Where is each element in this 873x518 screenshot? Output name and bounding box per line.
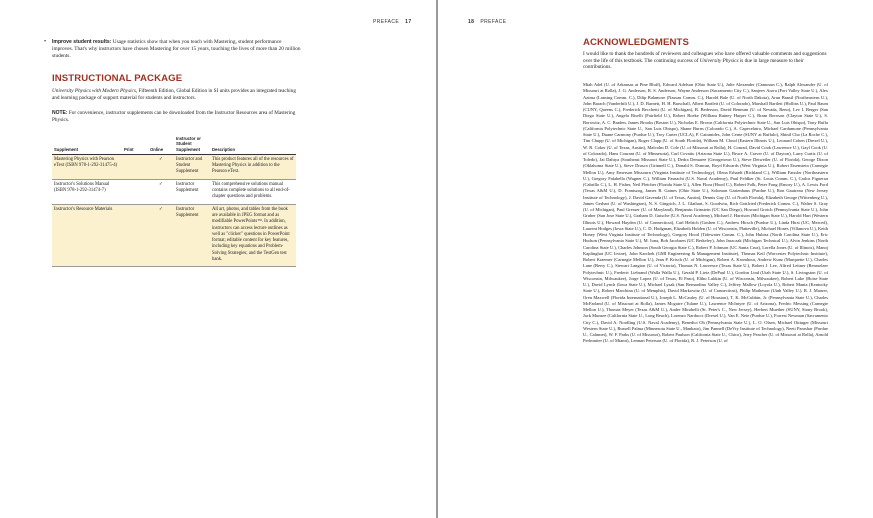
table-row: Mastering Physics with Pearson eText (ISBN 978-1-292-31475-4) ✓ Instructor and Student Supplement This product features all of the resources of Mastering Physics in addition to the Pearson eText. [52,154,296,179]
table-row: Instructor's Resource Materials ✓ Instructor Supplement All art, photos, and tables from the book are available in JPEG format and as modifiable PowerPoints™. In addition, instructors can access lecture outlines as well as "clicker" questions in PowerPoint format; editable content for key features, including key equations and Problem-Solving Strategies; and the TestGen test bank. [52,204,296,267]
acknowledgments-heading: ACKNOWLEDGMENTS [583,37,689,48]
note-label: NOTE: [52,110,68,116]
bullet-marker: • [44,39,47,45]
col-print: Print [122,135,148,154]
online-check: ✓ [148,204,174,267]
col-type: Instructor or Student Supplement [174,135,210,154]
left-page [0,0,436,518]
book-title: University Physics [699,57,739,64]
table-header-row [52,135,296,154]
left-running-head: PREFACE 17 [373,19,412,25]
package-intro: University Physics with Modern Physics, Fifteenth Edition, Global Edition in SI units provides an integrated teaching and learning package of support material for students and instructors. [52,88,296,101]
bullet-item [44,39,302,60]
instructional-package-heading: INSTRUCTIONAL PACKAGE [52,73,183,84]
left-page-number: 17 [405,19,412,25]
reviewer-list: Miah Adel (U. of Arkansas at Pine Bluff), Edward Adelson (Ohio State U.), Julie Alexander (Camosun C.), Ralph Alexander (U. of Missouri at Rolla), J. G. Anderson, R. S. Anderson, Wayne Anderson (Sacramento City C.), Sanjeev Arora (Fort Valley State U.), Alex Azima (Lansing Comm. C.), Dilip Balamore (Nassau Comm. C.), Harold Bale (U. of North Dakota), Arun Bansil (Northeastern U.), John Barach (Vanderbilt U.), J. D. Barnett, H. H. Barschall, Albert Bartlett (U. of Colorado), Marshall Bartlett (Hollins U.), Paul Baum (CUNY, Queens C.), Frederick Becchetti (U. of Michigan), B. Bederson, David Bennum (U. of Nevada, Reno), Lev I. Berger (San Diego State U.), Angela Biselli (Fairfield U.), Robert Boeke (William Rainey Harper C.), Bram Boroson (Clayton State U.), S. Borowitz, A. C. Braden, James Brooks (Boston U.), Nicholas E. Brown (California Polytechnic State U., San Luis Obispo), Tony Buffa (California Polytechnic State U., San Luis Obispo), Shane Burns (Colorado C.), A. Capecelatro, Michael Cardamone (Pennsylvania State U.), Duane Carmony (Purdue U.), Troy Carter (UCLA), P. Catranides, John Cerne (SUNY at Buffalo), Shinil Cho (La Roche C.), Tim Chupp (U. of Michigan), Roger Clapp (U. of South Florida), William M. Cloud (Eastern Illinois U.), Leonard Cohen (Drexel U.), W. R. Coker (U. of Texas, Austin), Malcolm D. Cole (U. of Missouri at Rolla), H. Conrad, David Cook (Lawrence U.), Gayl Cook (U. of Colorado), Hans Courant (U. of Minnesota), Carl Covatto (Arizona State U.), Bruce A. Craver (U. of Dayton), Larry Curtis (U. of Toledo), Jai Dahiya (Southeast Missouri State U.), Dedra Demaree (Georgetown U.), Steve Detweiler (U. of Florida), George Dixon (Oklahoma State U.), Steve Drasco (Grinnell C.), Donald S. Duncan, Boyd Edwards (West Virginia U.), Robert Eisenstein (Carnegie Mellon U.), Amy Emerson Missourn (Virginia Institute of Technology), Olena Erhardt (Richland C.), William Faissler (Northeastern U.), Gregory Falabella (Wagner C.), William Fasnacht (U.S. Naval Academy), Paul Feldker (St. Louis Comm. C.), Carlos Figueroa (Cabrillo C.), L. H. Fisher, Neil Fletcher (Florida State U.), Allen Flora (Hood C.), Robert Folk, Peter Fong (Emory U.), A. Lewis Ford (Texas A&M U.), D. Frantszog, James R. Gaines (Ohio State U.), Solomon Gartenhaus (Purdue U.), Ron Gautreau (New Jersey Institute of Technology), J. David Gavenda (U. of Texas, Austin), Dennis Gay (U. of North Florida), Elizabeth George (Wittenberg U.), James Gerhart (U. of Washington), N. S. Gingrich, J. L. Glathart, S. Goodwin, Rich Gottfried (Frederick Comm. C.), Walter S. Gray (U. of Michigan), Paul Gresser (U. of Maryland), Benjamin Grinstein (UC San Diego), Howard Grotch (Pennsylvania State U.), John Gruber (San Jose State U.), Graham D. Gutsche (U.S. Naval Academy), Michael J. Harrison (Michigan State U.), Harold Hart (Western Illinois U.), Howard Hayden (U. of Connecticut), Carl Helrich (Goshen C.), Andrew Hirsch (Purdue U.), Linda Hirst (UC, Merced), Laurent Hodges (Iowa State U.), C. D. Hodgman, Elizabeth Holden (U. of Wisconsin, Platteville), Michael Hones (Villanova U.), Keith Honey (West Virginia Institute of Technology), Gregory Hood (Tidewater Comm. C.), John Hubisz (North Carolina State U.), Eric Hudson (Pennsylvania State U.), M. Iona, Bob Jacobsen (UC Berkeley), John Jaszczak (Michigan Technical U.), Alvin Jenkins (North Carolina State U.), Charles Johnson (South Georgia State C.), Robert P. Johnson (UC Santa Cruz), Lorella Jones (U. of Illinois), Manoj Kaplinghat (UC Irvine), John Karchek (GMI Engineering & Management Institute), Thomas Keil (Worcester Polytechnic Institute), Robert Kraemer (Carnegie Mellon U.), Jean P. Krisch (U. of Michigan), Robert A. Kromhout, Andrew Kunz (Marquette U.), Charles Lane (Berry C.), Stewart Langton (U. of Victoria), Thomas N. Lawrence (Texas State U.), Robert J. Lee, Alfred Leitner (Rensselaer Polytechnic U.), Frederic Liebrand (Walla Walla U.), Gerald P. Lietz (DePaul U.), Gordon Lind (Utah State U.), S. Livingston (U. of Wisconsin, Milwaukee), Jorge Lopez (U. of Texas, El Paso), Elihu Lubkin (U. of Wisconsin, Milwaukee), Robert Luke (Boise State U.), David Lynch (Iowa State U.), Michael Lysak (San Bernardino Valley C.), Jeffrey Mallow (Loyola U.), Robert Mania (Kentucky State U.), Robert Marchina (U. of Memphis), David Markowitz (U. of Connecticut), Philip Matheson (Utah Valley U.), R. J. Maurer, Oren Maxwell (Florida International U.), Joseph L. McCauley (U. of Houston), T. K. McCubbin, Jr. (Pennsylvania State U.), Charles McFarland (U. of Missouri at Rolla), James Mcguire (Tulane U.), Lawrence McIntyre (U. of Arizona), Fredric Messing (Carnegie Mellon U.), Thomas Meyer (Texas A&M U.), Andre Mirabelli (St. Peter's C., New Jersey), Herbert Muether (SUNY, Stony Brook), Jack Munsee (California State U., Long Beach), Lorenzo Narducci (Drexel U.), Van E. Neie (Purdue U.), Forrest Newman (Sacramento City C.), David A. Nordling (U.S. Naval Academy), Benedict Oh (Pennsylvania State U.), L. O. Olsen, Michael Ottinger (Missouri Western State U.), Russell Palma (Minnesota State U., Mankato), Jim Pannell (DeVry Institute of Technology), Neeti Parashar (Purdue U., Calumet), W. F. Parks (U. of Missouri), Robert Paulson (California State U., Chico), Jerry Peacher (U. of Missouri at Rolla), Arnold Perlmutter (U. of Miami), Lennart Peterson (U. of Florida), R. J. Peterson (U. of [583,82,828,344]
supplements-table [52,135,296,267]
bullet-text: Usage statistics show that when you teach with Mastering, student performance improves. That's why instructors have chosen Mastering for over 15 years, touching the lives of more than 20 million students. [52,39,301,59]
col-supplement: Supplement [52,135,122,154]
table-row: Instructor's Solutions Manual (ISBN 978-1-292-31474-7) ✓ Instructor Supplement This comprehensive solutions manual contains complete solutions to all end-of-chapter questions and problems. [52,179,296,204]
online-check: ✓ [148,179,174,204]
acknowledgments-intro: I would like to thank the hundreds of reviewers and colleagues who have offered valuable comments and suggestions over the life of this textbook. The continuing success of University Physics is due in large measure to their contributions. [583,51,827,71]
col-description: Description [210,135,296,154]
right-running-head: 18 PREFACE [468,19,507,25]
bullet-lead: Improve student results: [52,39,112,45]
note-paragraph: NOTE: For convenience, instructor supplements can be downloaded from the Instructor Resources area of Mastering Physics. [52,110,296,123]
book-title: University Physics with Modern Physics, [52,88,138,94]
right-page-number: 18 [468,19,475,25]
online-check: ✓ [148,154,174,179]
right-page [438,0,873,518]
col-online: Online [148,135,174,154]
